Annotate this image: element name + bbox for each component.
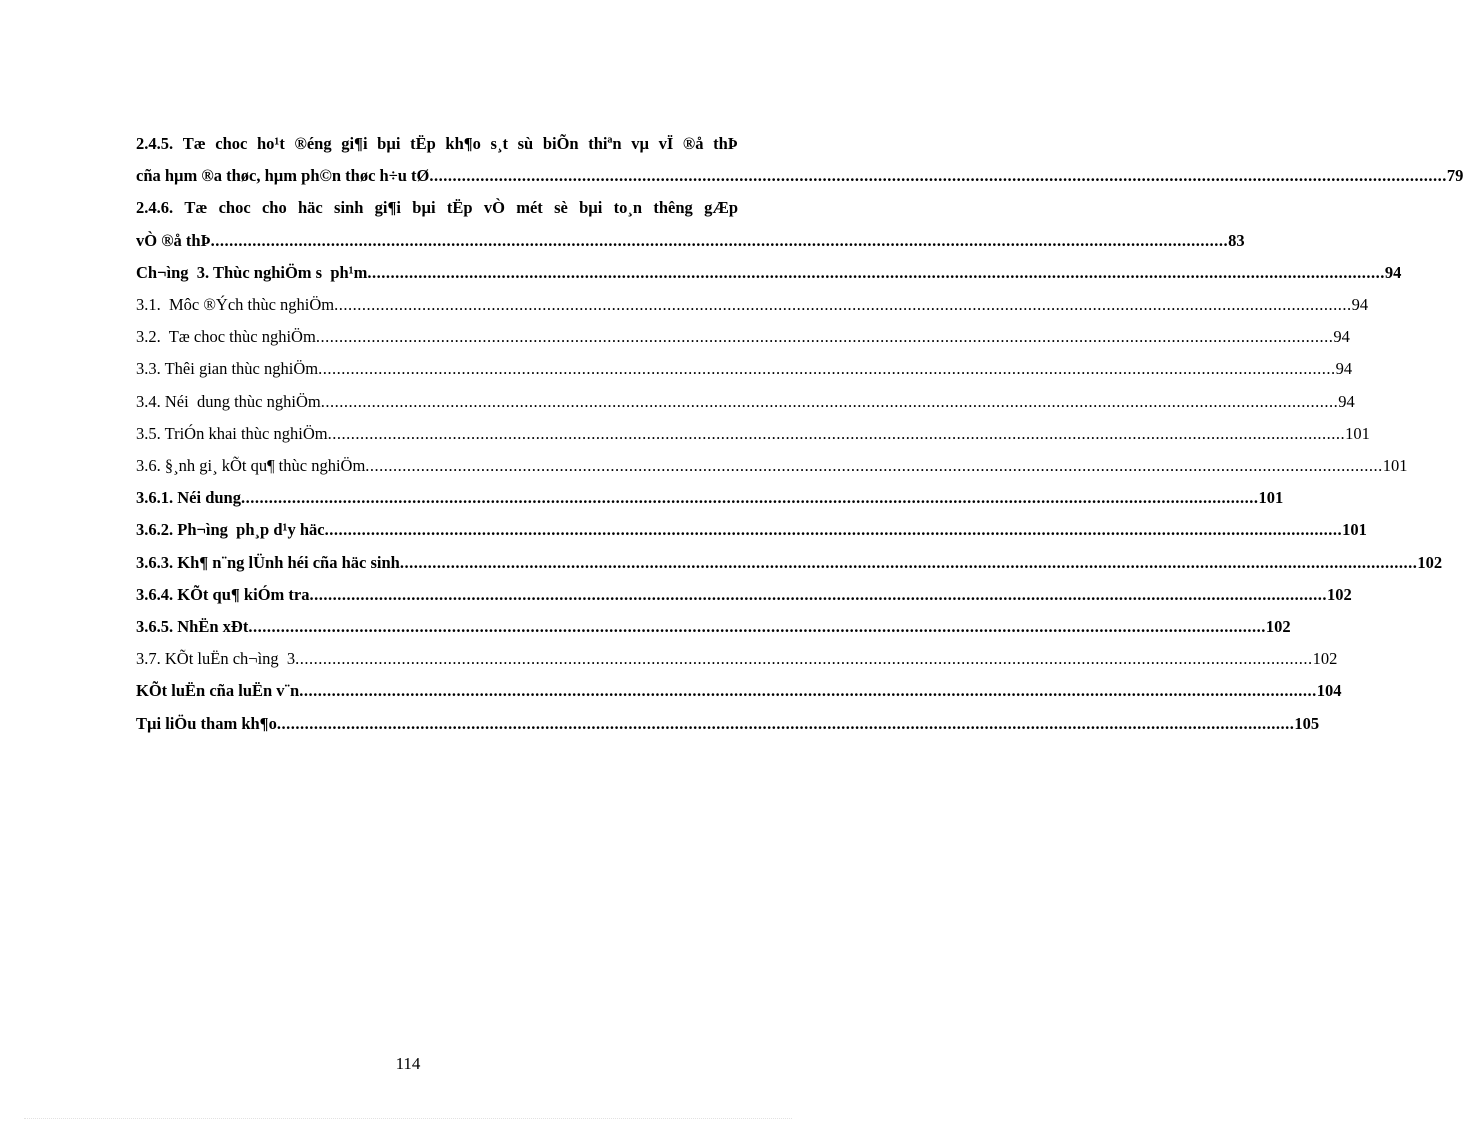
toc-entry (136, 450, 1408, 482)
toc-entry (136, 257, 1402, 289)
toc-entry-word: Tæ (182, 134, 206, 153)
toc-entry-line (136, 450, 1408, 482)
toc-entry (136, 386, 1355, 418)
toc-page-number: 101 (1342, 520, 1367, 540)
toc-leader-dots: ............................................................................................................................................................................................................................ (276, 713, 1295, 733)
toc-leader-dots: ............................................................................................................................................................................................................................ (318, 359, 1336, 379)
toc-entry (136, 482, 1284, 514)
toc-entry-first-line (136, 192, 738, 224)
toc-entry-title: 3.6.1. Néi dung (136, 488, 241, 508)
toc-entry-word: gÆp (704, 198, 738, 218)
toc-page-number: 101 (1345, 423, 1370, 443)
toc-page-number: 94 (1338, 391, 1355, 411)
toc-entry-word: 2.4.5. (136, 134, 174, 153)
toc-entry-word: bµi (579, 198, 603, 218)
toc-entry-word: ®å (682, 134, 704, 153)
toc-page-number: 79 (1446, 166, 1463, 186)
toc-entry-line (136, 289, 1369, 321)
toc-leader-dots: ............................................................................................................................................................................................................................ (327, 423, 1346, 443)
toc-entry (136, 708, 1320, 740)
toc-leader-dots: ............................................................................................................................................................................................................................ (320, 391, 1339, 411)
toc-entry-word: thêng (653, 198, 693, 218)
page-bottom-rule (24, 1118, 792, 1119)
toc-entry (136, 128, 1463, 192)
toc-entry-word: kh¶o (445, 134, 481, 153)
toc-entry-word: thÞ (713, 134, 738, 153)
toc-entry-line (136, 514, 1367, 546)
toc-entry-line (136, 353, 1353, 385)
toc-entry-last-line (136, 160, 1463, 192)
toc-entry-title: 3.3. Thêi gian thùc nghiÖm (136, 359, 319, 379)
toc-entry-word: mét (516, 198, 543, 218)
toc-entry (136, 418, 1370, 450)
toc-page-number: 104 (1316, 681, 1342, 701)
toc-entry-word: ®éng (294, 134, 332, 153)
toc-entry-word: thiªn (588, 134, 622, 153)
toc-entry-title: 3.4. Néi dung thùc nghiÖm (136, 391, 321, 411)
toc-entry-word: cho (261, 198, 287, 218)
toc-entry-word: sù (517, 134, 534, 153)
toc-entry-line (136, 418, 1370, 450)
toc-entry-title: vÒ ®å thÞ (136, 230, 211, 250)
toc-entry-word: to¸n (613, 198, 643, 218)
toc-entry-word: biÕn (542, 134, 579, 153)
toc-entry-word: tËp (446, 198, 473, 218)
toc-entry-line (136, 482, 1284, 514)
toc-entry (136, 514, 1367, 546)
toc-entry-title: 3.6.4. KÕt qu¶ kiÓm tra (136, 584, 310, 604)
toc-entry-word: vÏ (658, 134, 674, 153)
toc-page-number: 102 (1312, 649, 1338, 669)
toc-entry (136, 675, 1342, 707)
toc-page-number: 94 (1335, 359, 1353, 379)
toc-entry-word: vÒ (483, 198, 505, 218)
toc-page-number: 94 (1351, 295, 1369, 315)
toc-entry (136, 289, 1369, 321)
toc-entry-title: 3.7. KÕt luËn ch¬ìng 3 (136, 649, 296, 669)
toc-leader-dots: ............................................................................................................................................................................................................................ (240, 488, 1259, 508)
toc-page-number: 102 (1417, 552, 1443, 572)
toc-entry-word: bµi (377, 134, 401, 153)
toc-leader-dots: ............................................................................................................................................................................................................................ (299, 681, 1317, 701)
toc-entry (136, 353, 1353, 385)
toc-entry-title: 3.6. §¸nh gi¸ kÕt qu¶ thùc nghiÖm (136, 456, 366, 476)
toc-page-number: 105 (1294, 713, 1320, 733)
toc-page-number: 101 (1382, 456, 1408, 476)
toc-entry-word: 2.4.6. (136, 198, 174, 218)
toc-entry-line (136, 611, 1291, 643)
toc-leader-dots: ............................................................................................................................................................................................................................ (248, 617, 1266, 637)
toc-page-number: 102 (1265, 617, 1291, 637)
toc-entry-word: ho¹t (257, 134, 285, 153)
toc-entry-title: Ch¬ìng 3. Thùc nghiÖm s ph¹m (136, 262, 368, 282)
toc-entry-word: gi¶i (341, 134, 368, 153)
toc-entry-title: 3.6.3. Kh¶ n¨ng lÜnh héi cña häc sinh (136, 552, 400, 572)
toc-entry-word: s¸t (490, 134, 508, 153)
toc-leader-dots: ............................................................................................................................................................................................................................ (324, 520, 1343, 540)
toc-entry-word: gi¶i (374, 198, 402, 218)
page-number: 114 (395, 1054, 421, 1073)
toc-entry-title: 3.6.2. Ph¬ìng ph¸p d¹y häc (136, 520, 325, 540)
toc-entry-first-line (136, 128, 738, 160)
toc-entry-line (136, 675, 1342, 707)
toc-entry-line (136, 579, 1352, 611)
toc-entry-word: tËp (410, 134, 436, 153)
toc-page-number: 102 (1326, 584, 1352, 604)
toc-entry (136, 579, 1352, 611)
toc-page-number: 94 (1384, 262, 1402, 282)
toc-leader-dots: ............................................................................................................................................................................................................................ (334, 295, 1352, 315)
toc-entry-line (136, 321, 1350, 353)
toc-leader-dots: ............................................................................................................................................................................................................................ (429, 166, 1447, 186)
toc-entry-word: sè (554, 198, 568, 218)
toc-leader-dots: ............................................................................................................................................................................................................................ (210, 230, 1229, 250)
toc-leader-dots: ............................................................................................................................................................................................................................ (367, 262, 1385, 282)
toc-entry-word: sinh (334, 198, 364, 218)
toc-entry (136, 547, 1443, 579)
toc-entry-line (136, 643, 1338, 675)
toc-entry (136, 643, 1338, 675)
toc-leader-dots: ............................................................................................................................................................................................................................ (309, 584, 1327, 604)
toc-leader-dots: ............................................................................................................................................................................................................................ (295, 649, 1313, 669)
toc-entry-word: häc (298, 198, 323, 218)
toc-page-number: 101 (1258, 488, 1284, 508)
toc-entry-title: 3.5. TriÓn khai thùc nghiÖm (136, 423, 328, 443)
toc-entry-word: Tæ (184, 198, 208, 218)
toc-leader-dots: ............................................................................................................................................................................................................................ (315, 327, 1334, 347)
toc-page-number: 83 (1228, 230, 1245, 250)
toc-entry-title: Tµi liÖu tham kh¶o (136, 713, 277, 733)
toc-entry-line (136, 708, 1320, 740)
toc-entry-last-line (136, 225, 1245, 257)
toc-leader-dots: ............................................................................................................................................................................................................................ (399, 552, 1418, 572)
toc-entry-word: choc (215, 134, 248, 153)
toc-entry (136, 321, 1350, 353)
toc-entry-title: 3.2. Tæ choc thùc nghiÖm (136, 327, 316, 347)
toc-entry (136, 192, 1245, 256)
toc-entry-word: vµ (631, 134, 649, 153)
toc-entry (136, 611, 1291, 643)
toc-entry-word: bµi (412, 198, 436, 218)
toc-entry-title: cña hµm ®a thøc, hµm ph©n thøc h÷u tØ (136, 166, 430, 186)
toc-entry-title: 3.1. Môc ®Ých thùc nghiÖm (136, 295, 335, 315)
toc-entry-line (136, 547, 1443, 579)
toc-entry-word: choc (218, 198, 251, 218)
toc-entry-title: 3.6.5. NhËn xÐt (136, 617, 249, 637)
toc-entry-title: KÕt luËn cña luËn v¨n (136, 681, 300, 701)
toc-entry-line (136, 257, 1402, 289)
toc-leader-dots: ............................................................................................................................................................................................................................ (365, 456, 1383, 476)
toc-entry-line (136, 386, 1355, 418)
toc-page-number: 94 (1333, 327, 1350, 347)
table-of-contents (136, 128, 1463, 740)
